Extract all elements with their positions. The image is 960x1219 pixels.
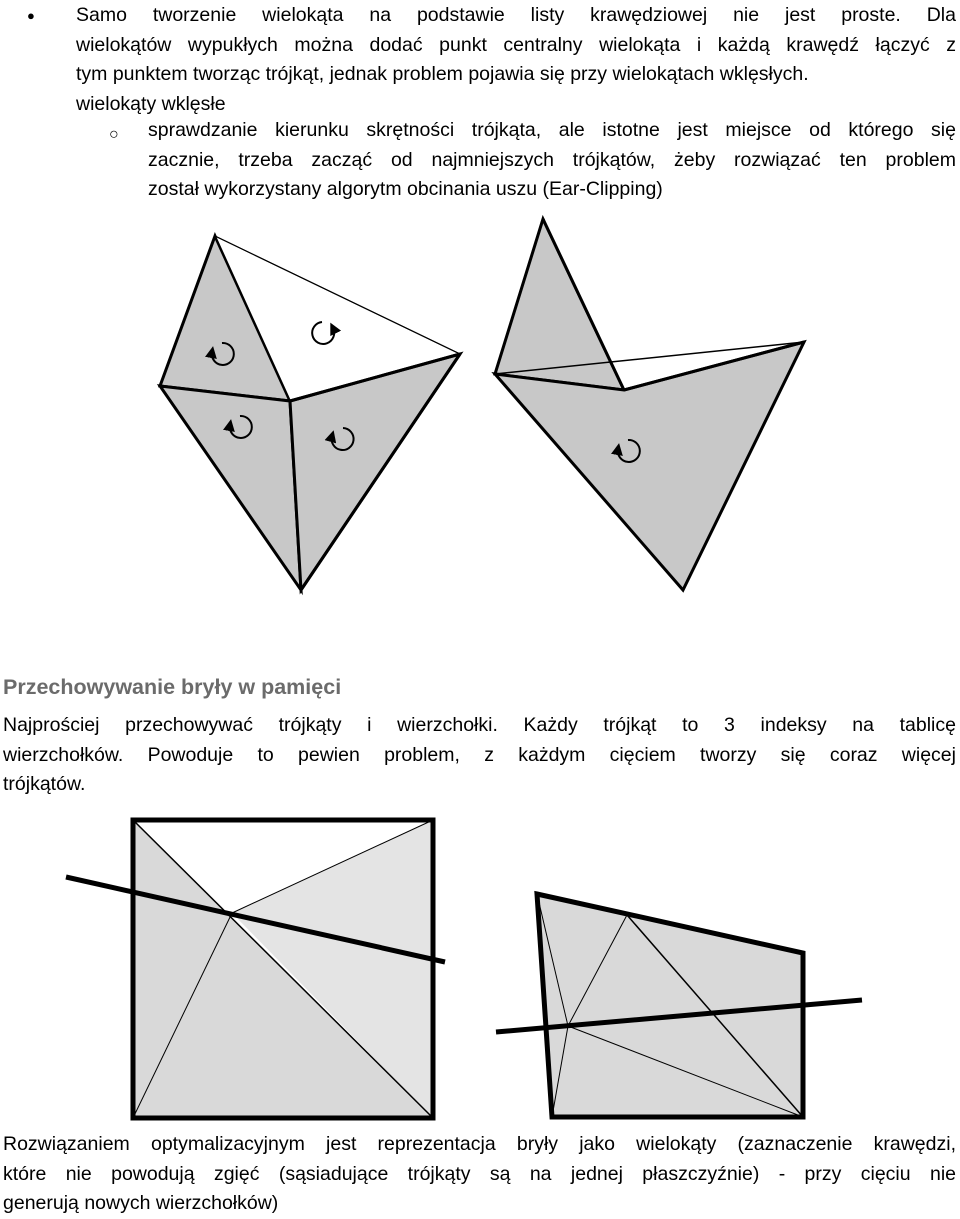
para2-line-2: które nie powodują zgięć (sąsiadujące trójkąty są na jednej płaszczyźnie) - przy cięciu nie — [3, 1162, 956, 1185]
paragraph-optimization — [3, 1130, 956, 1219]
section-heading: Przechowywanie bryły w pamięci — [3, 675, 342, 699]
bullet1-line-2: wielokątów wypukłych można dodać punkt centralny wielokąta i każdą krawędź łączyć z — [76, 33, 956, 56]
para2-line-1: Rozwiązaniem optymalizacyjnym jest reprezentacja bryły jako wielokąty (zaznaczenie krawędzi, — [3, 1133, 956, 1155]
bullet1-line-1: Samo tworzenie wielokąta na podstawie listy krawędziowej nie jest proste. Dla — [76, 4, 956, 26]
para1-line-1: Najprościej przechowywać trójkąty i wierzchołki. Każdy trójkąt to 3 indeksy na tablicę — [3, 714, 956, 736]
paragraph-storage — [3, 711, 956, 800]
bullet2-line-2: zacznie, trzeba zacząć od najmniejszych trójkątów, żeby rozwiązać ten problem — [148, 148, 956, 171]
bullet2-line-3: został wykorzystany algorytm obcinania uszu (Ear-Clipping) — [148, 178, 663, 200]
para1-line-3: trójkątów. — [3, 773, 86, 795]
bullet1-line-3: tym punktem tworząc trójkąt, jednak problem pojawia się przy wielokątach wklęsłych. — [76, 63, 809, 85]
bullet-dot-icon: ● — [27, 8, 35, 23]
triangle-bottom-left — [160, 386, 301, 590]
trapezoid-shape — [496, 894, 862, 1117]
para1-line-2: wierzchołków. Powoduje to pewien problem, z każdym cięciem tworzy się coraz więcej — [3, 743, 956, 766]
para2-line-3: generują nowych wierzchołków) — [3, 1192, 279, 1214]
square-shape — [66, 820, 445, 1118]
bullet1-line-4: wielokąty wklęsłe — [76, 92, 226, 115]
bullet-circle-icon: ○ — [109, 126, 119, 143]
bullet2-line-1: sprawdzanie kierunku skrętności trójkąta, ale istotne jest miejsce od którego się — [148, 119, 956, 141]
